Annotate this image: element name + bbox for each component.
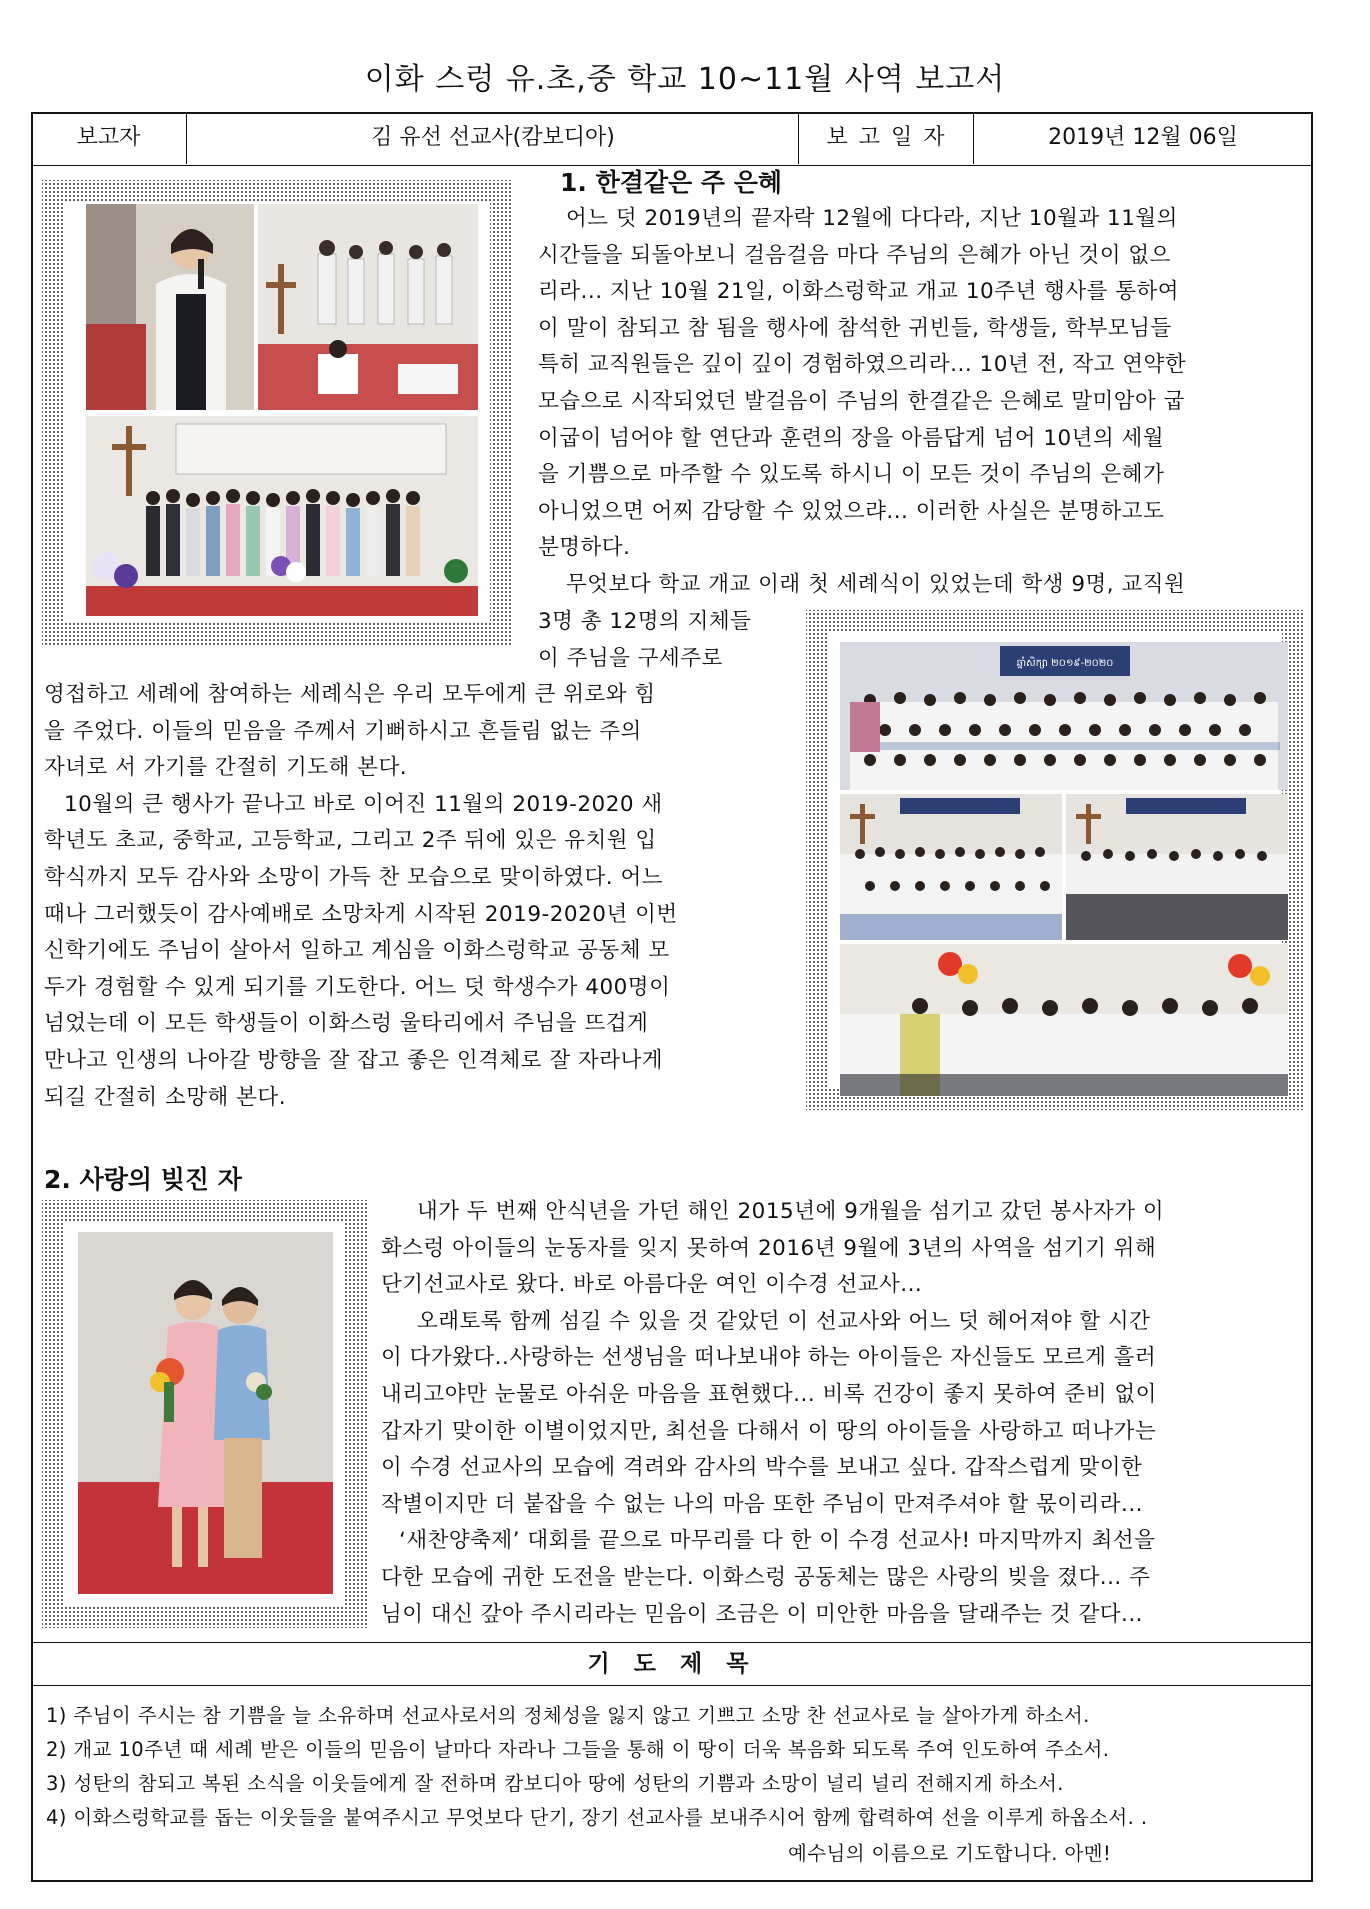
line: 영접하고 세례에 참여하는 세례식은 우리 모두에게 큰 위로와 힘 bbox=[44, 682, 656, 707]
line: 신학기에도 주님이 살아서 일하고 계심을 이화스렁학교 공동체 모 bbox=[44, 938, 670, 964]
line: 단기선교사로 왔다. 바로 아름다운 여인 이수경 선교사... bbox=[381, 1272, 923, 1298]
line: 을 기쁨으로 마주할 수 있도록 하시니 이 모든 것이 주님의 은혜가 bbox=[538, 462, 1165, 488]
line: 내가 두 번째 안식년을 가던 해인 2015년에 9개월을 섬기고 갔던 봉사자가 이 bbox=[417, 1199, 1165, 1224]
section2-paragraph bbox=[381, 1194, 1299, 1633]
line: 다한 모습에 귀한 도전을 받는다. 이화스렁 공동체는 많은 사랑의 빚을 졌다... 주 bbox=[381, 1564, 1151, 1590]
photo-baptism bbox=[258, 204, 478, 410]
section1-heading: 1. 한결같은 주 은혜 bbox=[560, 168, 783, 197]
line: 3명 총 12명의 지체들 bbox=[538, 609, 752, 634]
line: 내리고야만 눈물로 아쉬운 마음을 표현했다... 비록 건강이 좋지 못하여 준비 없이 bbox=[381, 1381, 1157, 1407]
prayer-item-3: 3) 성탄의 참되고 복된 소식을 이웃들에게 잘 전하며 캄보디아 땅에 성탄의 기쁨과 소망이 널리 널리 전해지게 하소서. bbox=[46, 1772, 1064, 1795]
banner-text-1: ឆ្នាំសិក្សា ២០១៩-២០២០ bbox=[1016, 658, 1114, 669]
prayer-item-1: 1) 주님이 주시는 참 기쁨을 늘 소유하며 선교사로서의 정체성을 잃지 않고 기쁘고 소망 찬 선교사로 늘 살아가게 하소서. bbox=[46, 1704, 1090, 1727]
photo-students-group-2 bbox=[840, 794, 1062, 940]
section1-paragraph-left bbox=[44, 677, 788, 1116]
photo-farewell bbox=[78, 1232, 333, 1594]
report-header bbox=[31, 112, 1313, 166]
photo-students-group-3 bbox=[1066, 794, 1288, 940]
line: 이 말이 참되고 참 됨을 행사에 참석한 귀빈들, 학생들, 학부모님들 bbox=[538, 315, 1172, 341]
line: 넘었는데 이 모든 학생들이 이화스렁 울타리에서 주님을 뜨겁게 bbox=[44, 1011, 649, 1037]
line: 시간들을 되돌아보니 걸음걸음 마다 주님의 은혜가 아닌 것이 없으 bbox=[538, 242, 1171, 268]
line: 분명하다. bbox=[538, 535, 631, 561]
line: 님이 대신 갚아 주시리라는 믿음이 조금은 이 미안한 마음을 달래주는 것 같다... bbox=[381, 1601, 1144, 1627]
line: 이 수경 선교사의 모습에 격려와 감사의 박수를 보내고 싶다. 갑작스럽게 맞이한 bbox=[381, 1455, 1143, 1481]
reporter-label: 보고자 bbox=[76, 125, 141, 150]
line: 되길 간절히 소망해 본다. bbox=[44, 1084, 287, 1110]
line: 이굽이 넘어야 할 연단과 훈련의 장을 아름답게 넘어 10년의 세월 bbox=[538, 425, 1165, 451]
photo-anniversary-group bbox=[86, 416, 478, 616]
line: 이 주님을 구세주로 bbox=[538, 645, 723, 671]
photo-speaker bbox=[86, 204, 254, 410]
photo-farewell-frame bbox=[42, 1200, 367, 1628]
section1-paragraph-right bbox=[538, 201, 1298, 604]
date-label: 보 고 일 자 bbox=[798, 112, 974, 164]
photo-collage-entrance bbox=[806, 610, 1304, 1110]
line: 화스렁 아이들의 눈동자를 잊지 못하여 2016년 9월에 3년의 사역을 섬기기 위해 bbox=[381, 1235, 1157, 1261]
line: 어느 덧 2019년의 끝자락 12월에 다다라, 지난 10월과 11월의 bbox=[566, 206, 1178, 231]
line: 작별이지만 더 붙잡을 수 없는 나의 마음 또한 주님이 만져주셔야 할 몫이리라... bbox=[381, 1491, 1144, 1517]
line: 무엇보다 학교 개교 이래 첫 세례식이 있었는데 학생 9명, 교직원 bbox=[566, 571, 1186, 597]
reporter-value: 김 유선 선교사(캄보디아) bbox=[186, 112, 799, 164]
line: 자녀로 서 가기를 간절히 기도해 본다. bbox=[44, 755, 408, 781]
prayer-item-2: 2) 개교 10주년 때 세례 받은 이들의 믿음이 날마다 자라나 그들을 통해 이 땅이 더욱 복음화 되도록 주여 인도하여 주소서. bbox=[46, 1738, 1110, 1761]
prayer-closing: 예수님의 이름으로 기도합니다. 아멘! bbox=[788, 1842, 1112, 1865]
line: 학식까지 모두 감사와 소망이 가득 찬 모습으로 맞이하였다. 어느 bbox=[44, 864, 664, 890]
photo-collage-anniversary bbox=[42, 180, 512, 645]
photo-students-group-1 bbox=[840, 642, 1288, 790]
line: ‘새찬양축제’ 대회를 끝으로 마무리를 다 한 이 수경 선교사! 마지막까지 최선을 bbox=[399, 1528, 1156, 1554]
photo-students-group-4 bbox=[840, 944, 1288, 1096]
line: 갑자기 맞이한 이별이었지만, 최선을 다해서 이 땅의 아이들을 사랑하고 떠나가는 bbox=[381, 1418, 1157, 1444]
line: 두가 경험할 수 있게 되기를 기도한다. 어느 덧 학생수가 400명이 bbox=[44, 974, 671, 1000]
line: 특히 교직원들은 깊이 깊이 경험하였으리라... 10년 전, 작고 연약한 bbox=[538, 352, 1187, 378]
line: 오래토록 함께 섬길 수 있을 것 같았던 이 선교사와 어느 덧 헤어져야 할 시간 bbox=[417, 1308, 1151, 1334]
section1-paragraph-mid bbox=[538, 604, 788, 677]
line: 이 다가왔다..사랑하는 선생님을 떠나보내야 하는 아이들은 자신들도 모르게 흘러 bbox=[381, 1345, 1157, 1371]
prayer-item-4: 4) 이화스렁학교를 돕는 이웃들을 붙여주시고 무엇보다 단기, 장기 선교사를 보내주시어 함께 합력하여 선을 이루게 하옵소서. . bbox=[46, 1806, 1148, 1829]
line: 만나고 인생의 나아갈 방향을 잘 잡고 좋은 인격체로 잘 자라나게 bbox=[44, 1047, 664, 1073]
line: 을 주었다. 이들의 믿음을 주께서 기뻐하시고 흔들림 없는 주의 bbox=[44, 718, 642, 744]
section2-heading: 2. 사랑의 빚진 자 bbox=[44, 1165, 242, 1194]
line: 모습으로 시작되었던 발걸음이 주님의 한결같은 은혜로 말미암아 굽 bbox=[538, 388, 1185, 414]
line: 때나 그러했듯이 감사예배로 소망차게 시작된 2019-2020년 이번 bbox=[44, 901, 678, 927]
prayer-heading: 기 도 제 목 bbox=[31, 1642, 1313, 1686]
page-title: 이화 스렁 유.초,중 학교 10~11월 사역 보고서 bbox=[364, 62, 1006, 97]
line: 10월의 큰 행사가 끝나고 바로 이어진 11월의 2019-2020 새 bbox=[64, 791, 663, 817]
line: 아니었으면 어찌 감당할 수 있었으랴... 이러한 사실은 분명하고도 bbox=[538, 498, 1165, 524]
date-value: 2019년 12월 06일 bbox=[973, 112, 1312, 164]
line: 리라... 지난 10월 21일, 이화스렁학교 개교 10주년 행사를 통하여 bbox=[538, 279, 1180, 305]
line: 학년도 초교, 중학교, 고등학교, 그리고 2주 뒤에 있은 유치원 입 bbox=[44, 828, 657, 854]
